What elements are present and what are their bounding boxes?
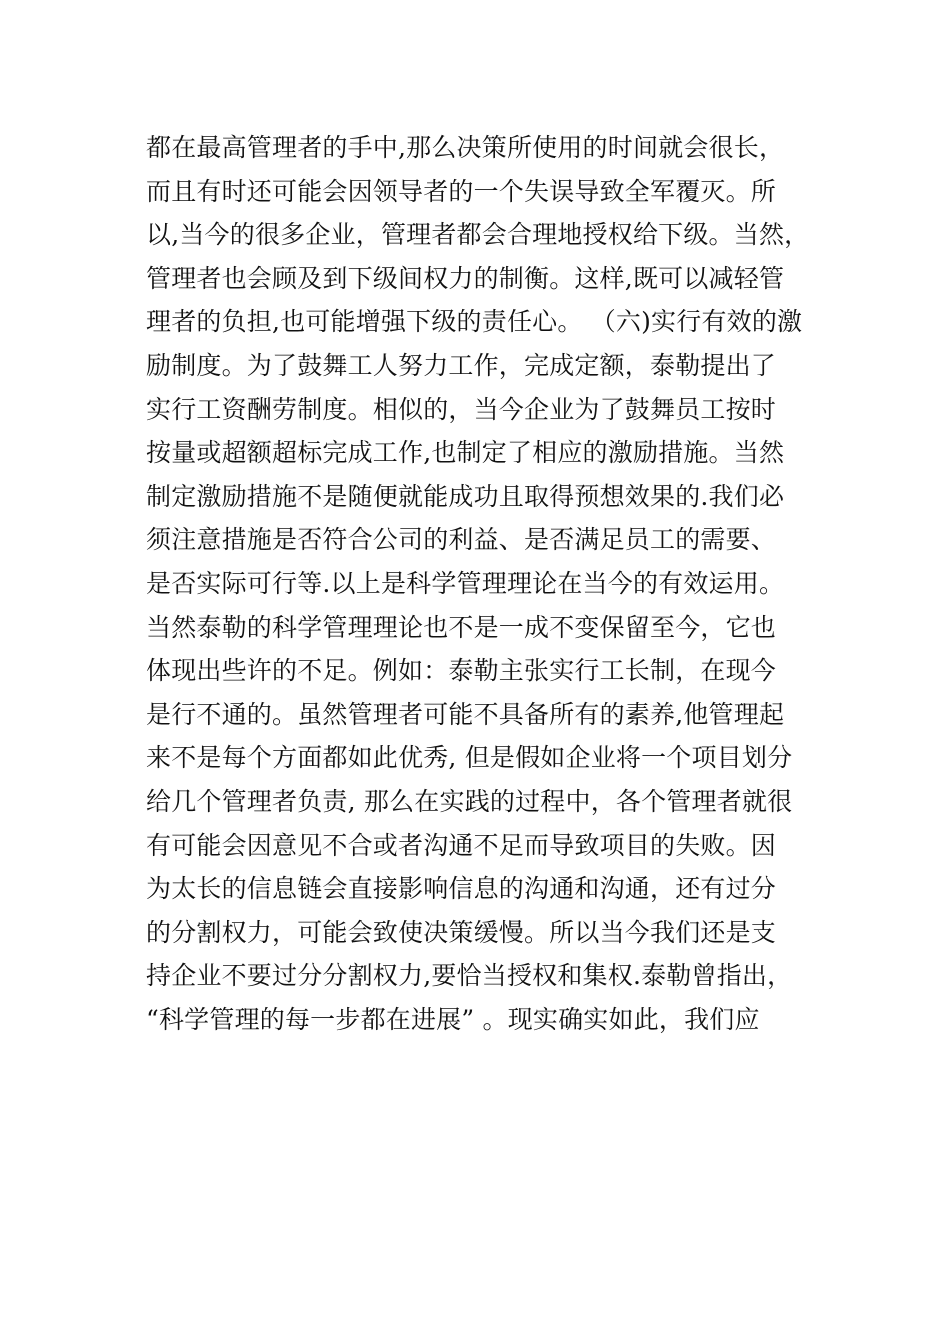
text-line: 励制度。为了鼓舞工人努力工作，完成定额，泰勒提出了 xyxy=(146,350,777,380)
text-line: “科学管理的每一步都在进展” 。现实确实如此，我们应 xyxy=(146,1004,760,1034)
text-line: 管理者也会顾及到下级间权力的制衡。这样,既可以减轻管 xyxy=(146,263,785,293)
text-line: 为太长的信息链会直接影响信息的沟通和沟通，还有过分 xyxy=(146,874,777,904)
text-line: 按量或超额超标完成工作,也制定了相应的激励措施。当然 xyxy=(146,438,785,468)
text-line: 有可能会因意见不合或者沟通不足而导致项目的失败。因 xyxy=(146,830,777,860)
text-line: 都在最高管理者的手中,那么决策所使用的时间就会很长， xyxy=(146,133,785,162)
text-line: 给几个管理者负责, 那么在实践的过程中，各个管理者就很 xyxy=(146,786,793,816)
text-line: 是否实际可行等.以上是科学管理理论在当今的有效运用。 xyxy=(146,568,785,598)
body-text xyxy=(146,126,816,1041)
text-line: 而且有时还可能会因领导者的一个失误导致全军覆灭。所 xyxy=(146,176,777,206)
text-line: 来不是每个方面都如此优秀, 但是假如企业将一个项目划分 xyxy=(146,743,793,773)
text-line: 当然泰勒的科学管理理论也不是一成不变保留至今，它也 xyxy=(146,612,777,642)
text-line: 制定激励措施不是随便就能成功且取得预想效果的.我们必 xyxy=(146,481,785,511)
text-line: 持企业不要过分分割权力,要恰当授权和集权.泰勒曾指出， xyxy=(146,961,793,991)
text-line: 以,当今的很多企业，管理者都会合理地授权给下级。当然， xyxy=(146,220,810,250)
text-line: 须注意措施是否符合公司的利益、是否满足员工的需要、 xyxy=(146,525,777,555)
text-line: 实行工资酬劳制度。相似的，当今企业为了鼓舞员工按时 xyxy=(146,394,777,424)
text-line: 理者的负担,也可能增强下级的责任心。 （六)实行有效的激 xyxy=(146,307,803,337)
text-line: 的分割权力，可能会致使决策缓慢。所以当今我们还是支 xyxy=(146,917,777,947)
text-line: 体现出些许的不足。例如：泰勒主张实行工长制，在现今 xyxy=(146,656,777,686)
text-line: 是行不通的。虽然管理者可能不具备所有的素养,他管理起 xyxy=(146,699,785,729)
